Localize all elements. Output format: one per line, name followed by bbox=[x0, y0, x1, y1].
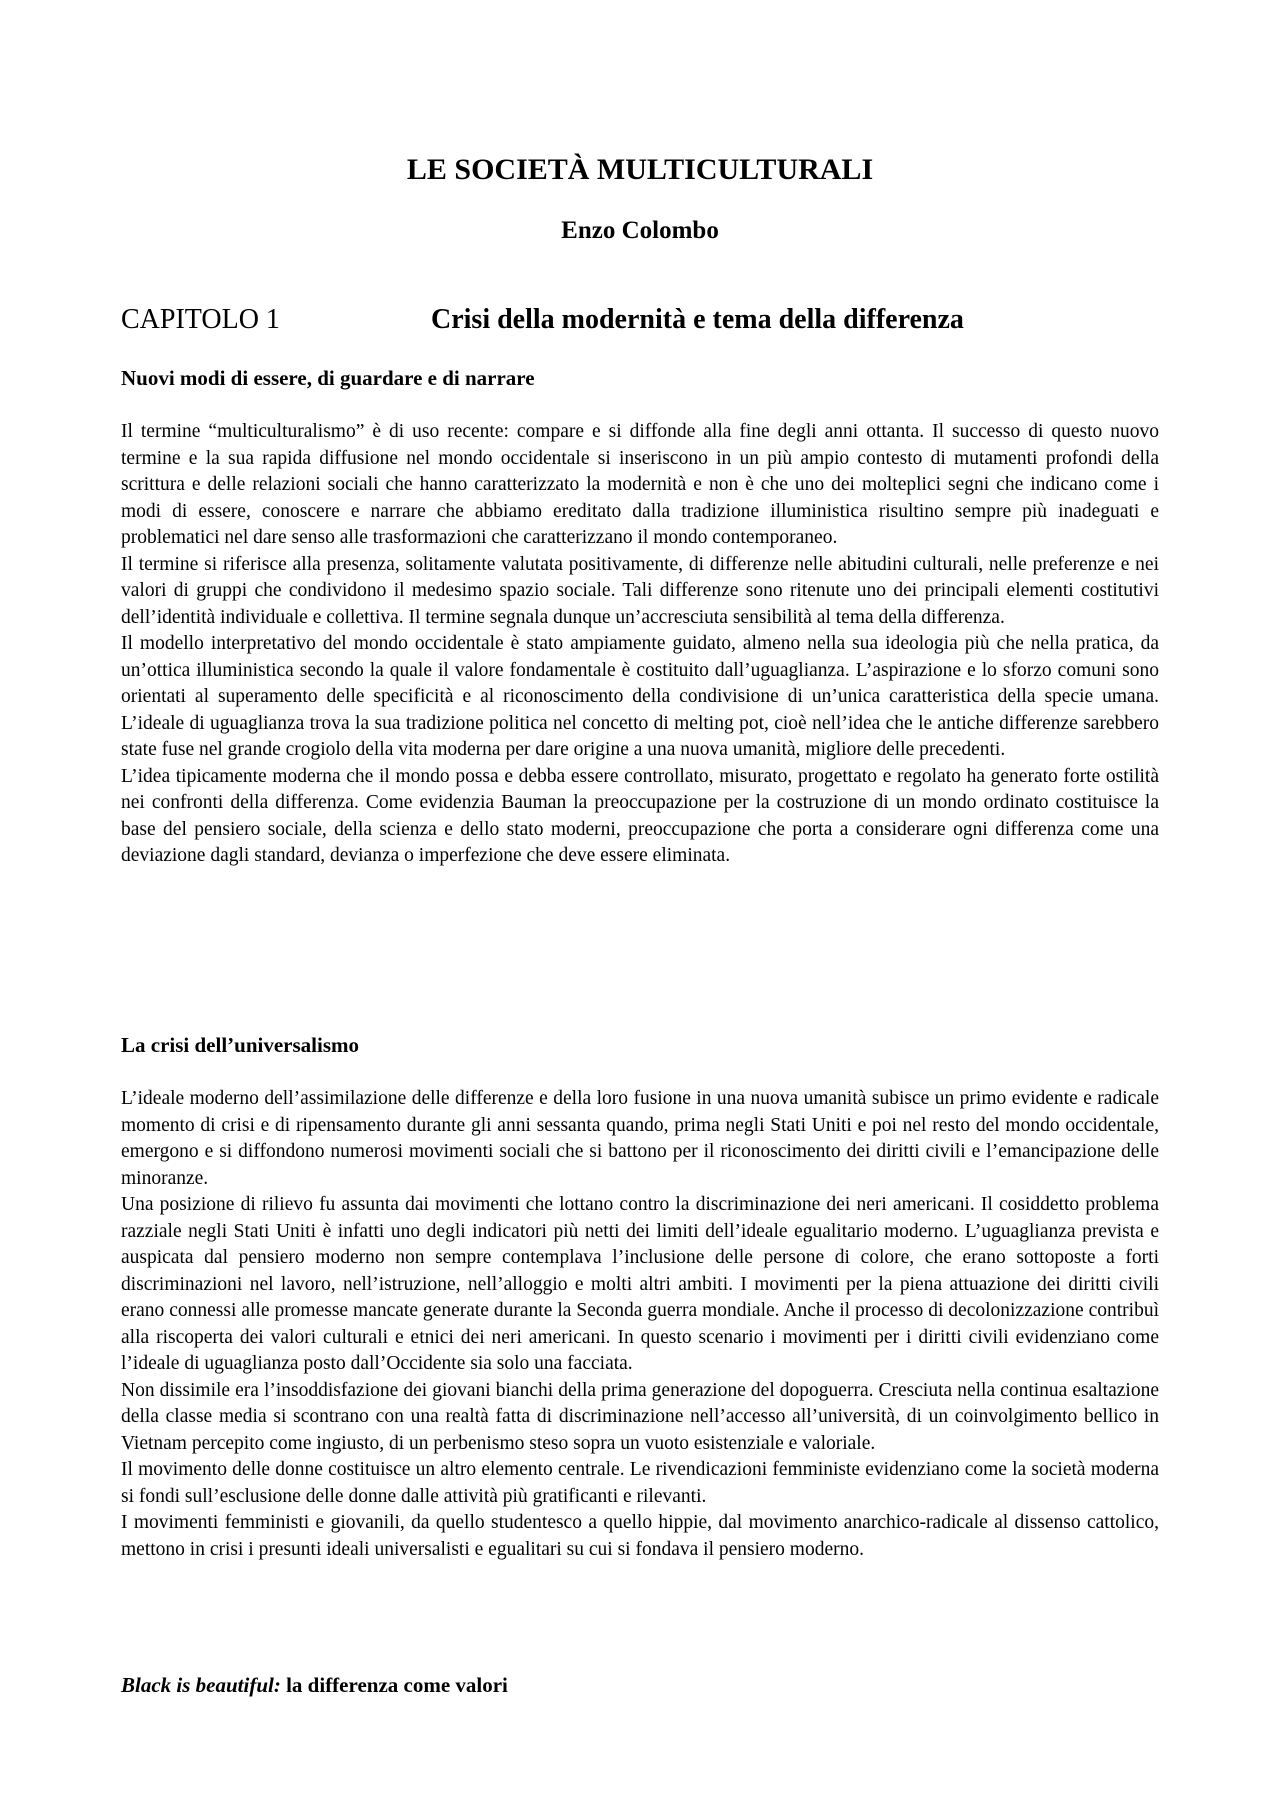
section-heading-3 bbox=[121, 1672, 1159, 1698]
document-author: Enzo Colombo bbox=[561, 217, 719, 244]
paragraph: Non dissimile era l’insoddisfazione dei giovani bianchi della prima generazione del dopoguerra. Cresciuta nella continua esaltazione della classe media si scontrano con una realtà fatta di discriminazione nell’accesso all’università, di un coinvolgimento bellico in Vietnam percepito come ingiusto, di un perbenismo steso sopra un vuoto esistenziale e valoriale. bbox=[121, 1379, 1159, 1454]
paragraph: I movimenti femministi e giovanili, da quello studentesco a quello hippie, dal movimento anarchico-radicale al dissenso cattolico, mettono in crisi i presunti ideali universalisti e egualitari su cui si fondava il pensiero moderno. bbox=[121, 1512, 1159, 1560]
paragraph: Il movimento delle donne costituisce un altro elemento centrale. Le rivendicazioni femministe evidenziano come la società moderna si fondi sull’esclusione delle donne dalle attività più gratificanti e rilevanti. bbox=[121, 1459, 1159, 1507]
chapter-name: Crisi della modernità e tema della differenza bbox=[431, 304, 964, 335]
document-title: LE SOCIETÀ MULTICULTURALI bbox=[406, 153, 874, 186]
section-heading-2: La crisi dell’universalismo bbox=[121, 1033, 359, 1057]
section-heading-italic: Black is beautiful: bbox=[121, 1673, 281, 1697]
paragraph: Una posizione di rilievo fu assunta dai movimenti che lottano contro la discriminazione dei neri americani. Il cosiddetto problema razziale negli Stati Uniti è infatti uno degli indicatori più netti dei limiti dell’ideale egualitario moderno. L’uguaglianza prevista e auspicata dal pensiero moderno non sempre contemplava l’inclusione delle persone di colore, che erano sottoposte a forti discriminazioni nel lavoro, nell’istruzione, nell’alloggio e molti altri ambiti. I movimenti per la piena attuazione dei diritti civili erano connessi alle promesse mancate generate durante la Seconda guerra mondiale. Anche il processo di decolonizzazione contribuì alla riscoperta dei valori culturali e etnici dei neri americani. In questo scenario i movimenti per i diritti civili evidenziano come l’ideale di uguaglianza posto dall’Occidente sia solo una facciata. bbox=[121, 1194, 1159, 1374]
chapter-number: CAPITOLO 1 bbox=[121, 304, 280, 335]
paragraph: Il termine si riferisce alla presenza, solitamente valutata positivamente, di differenze nelle abitudini culturali, nelle preferenze e nei valori di gruppi che condividono il medesimo spazio sociale. Tali differenze sono ritenute uno dei principali elementi costitutivi dell’identità individuale e collettiva. Il termine segnala dunque un’accresciuta sensibilità al tema della differenza. bbox=[121, 553, 1159, 628]
paragraph: L’idea tipicamente moderna che il mondo possa e debba essere controllato, misurato, progettato e regolato ha generato forte ostilità nei confronti della differenza. Come evidenzia Bauman la preoccupazione per la costruzione di un mondo ordinato costituisce la base del pensiero sociale, della scienza e dello stato moderni, preoccupazione che porta a considerare ogni differenza come una deviazione dagli standard, devianza o imperfezione che deve essere eliminata. bbox=[121, 765, 1159, 866]
section-body-2 bbox=[121, 1086, 1159, 1563]
section-heading-1: Nuovi modi di essere, di guardare e di narrare bbox=[121, 366, 535, 390]
paragraph: L’ideale moderno dell’assimilazione delle differenze e della loro fusione in una nuova umanità subisce un primo evidente e radicale momento di crisi e di ripensamento durante gli anni sessanta quando, prima negli Stati Uniti e poi nel resto del mondo occidentale, emergono e si diffondono numerosi movimenti sociali che si battono per il riconoscimento dei diritti civili e l’emancipazione delle minoranze. bbox=[121, 1088, 1159, 1189]
section-body-1 bbox=[121, 419, 1159, 870]
paragraph: Il termine “multiculturalismo” è di uso recente: compare e si diffonde alla fine degli anni ottanta. Il successo di questo nuovo termine e la sua rapida diffusione nel mondo occidentale si inseriscono in un più ampio contesto di mutamenti profondi della scrittura e delle relazioni sociali che hanno caratterizzato la modernità e non è che uno dei molteplici segni che indicano come i modi di essere, conoscere e narrare che abbiamo ereditato dalla tradizione illuministica risultino sempre più inadeguati e problematici nel dare senso alle trasformazioni che caratterizzano il mondo contemporaneo. bbox=[121, 421, 1159, 548]
section-heading-rest: la differenza come valori bbox=[280, 1673, 508, 1697]
paragraph: Il modello interpretativo del mondo occidentale è stato ampiamente guidato, almeno nella sua ideologia più che nella pratica, da un’ottica illuministica secondo la quale il valore fondamentale è costituito dall’uguaglianza. L’aspirazione e lo sforzo comuni sono orientati al superamento delle specificità e al riconoscimento della condivisione di un’unica caratteristica della specie umana. L’ideale di uguaglianza trova la sua tradizione politica nel concetto di melting pot, cioè nell’idea che le antiche differenze sarebbero state fuse nel grande crogiolo della vita moderna per dare origine a una nuova umanità, migliore delle precedenti. bbox=[121, 633, 1159, 760]
